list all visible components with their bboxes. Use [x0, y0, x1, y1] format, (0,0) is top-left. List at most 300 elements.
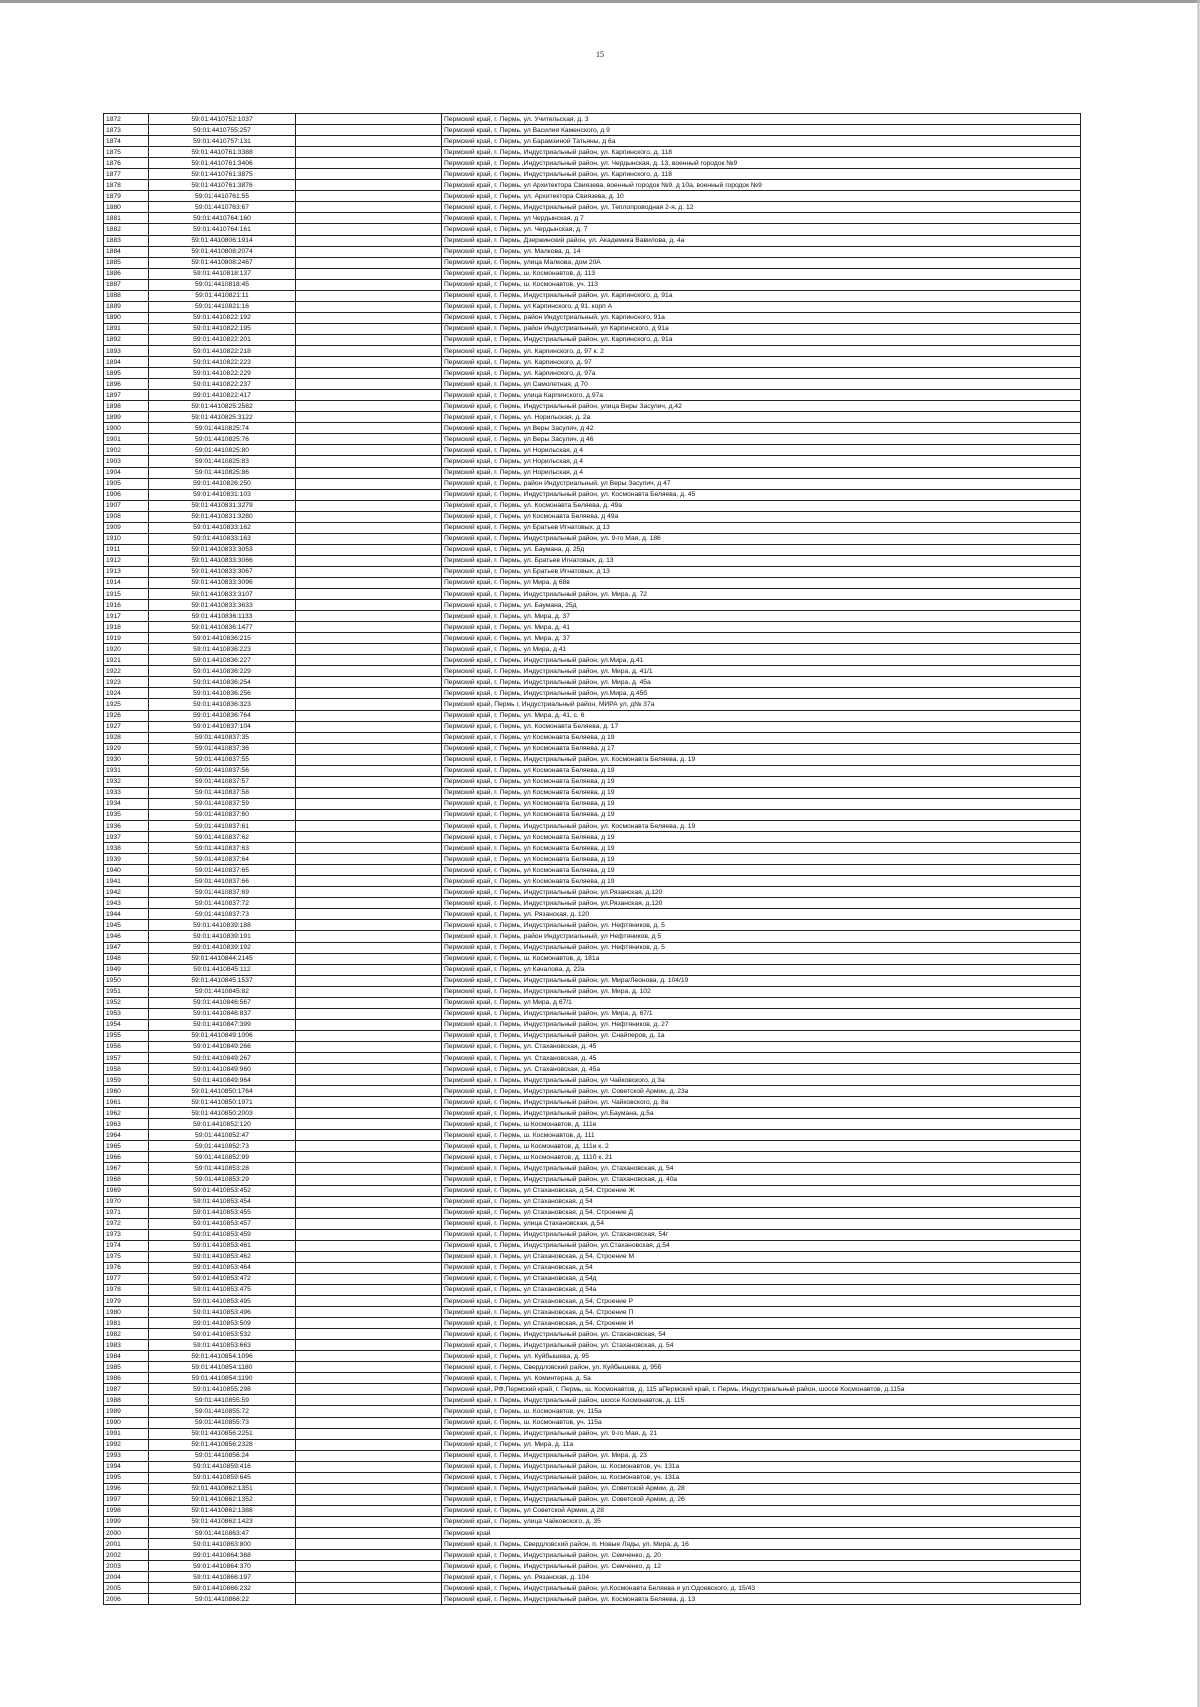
table-row [104, 1384, 1081, 1395]
empty-cell [296, 975, 442, 986]
cadastral-number: 59:01:4410863:800 [149, 1539, 296, 1550]
empty-cell [296, 257, 442, 268]
row-number: 1890 [104, 312, 149, 323]
table-row [104, 456, 1081, 467]
empty-cell [296, 798, 442, 809]
address: Пермский край, г. Пермь, ул Стахановская, д 54, Строение И [442, 1318, 1081, 1329]
table-row [104, 1340, 1081, 1351]
empty-cell [296, 920, 442, 931]
table-row [104, 158, 1081, 169]
row-number: 2005 [104, 1583, 149, 1594]
table-row [104, 401, 1081, 412]
empty-cell [296, 1395, 442, 1406]
cadastral-number: 59:01:4410850:2003 [149, 1108, 296, 1119]
table-row [104, 467, 1081, 478]
cadastral-number: 59:01:4410845:1537 [149, 975, 296, 986]
table-row [104, 1273, 1081, 1284]
row-number: 1939 [104, 854, 149, 865]
empty-cell [296, 832, 442, 843]
address: Пермский край, г. Пермь, ул Стахановская, д 54 [442, 1262, 1081, 1273]
address: Пермский край, г. Пермь, Индустриальный район, ул. Мира/Леонова, д. 104/19 [442, 975, 1081, 986]
cadastral-number: 59:01:4410837:66 [149, 876, 296, 887]
row-number: 1897 [104, 390, 149, 401]
empty-cell [296, 1417, 442, 1428]
table-row [104, 412, 1081, 423]
address: Пермский край, г. Пермь, Индустриальный район, ул. Нефтяников, д. 5 [442, 942, 1081, 953]
empty-cell [296, 1008, 442, 1019]
cadastral-number: 59:01:4410752:1037 [149, 114, 296, 125]
empty-cell [296, 754, 442, 765]
cadastral-number: 59:01:4410853:464 [149, 1262, 296, 1273]
empty-cell [296, 743, 442, 754]
empty-cell [296, 1030, 442, 1041]
address: Пермский край, г. Пермь, улица Стахановская, д.54 [442, 1218, 1081, 1229]
address: Пермский край, г. Пермь, ул Советской Армии, д 28 [442, 1505, 1081, 1516]
row-number: 1873 [104, 125, 149, 136]
address: Пермский край, г. Пермь, Индустриальный район, ш. Космонавтов, уч. 131а [442, 1461, 1081, 1472]
empty-cell [296, 279, 442, 290]
table-row [104, 633, 1081, 644]
address: Пермский край, г. Пермь, Индустриальный район, ул. Семченко, д. 12 [442, 1561, 1081, 1572]
empty-cell [296, 1516, 442, 1527]
table-row [104, 1174, 1081, 1185]
empty-cell [296, 213, 442, 224]
address: Пермский край, г. Пермь, Индустриальный район, ул. Космонавта Беляева, д. 13 [442, 1594, 1081, 1605]
cadastral-number: 59:01:4410825:2582 [149, 401, 296, 412]
cadastral-number: 59:01:4410849:267 [149, 1052, 296, 1063]
row-number: 1888 [104, 290, 149, 301]
empty-cell [296, 1163, 442, 1174]
empty-cell [296, 489, 442, 500]
address: Пермский край, г. Пермь, ул Архитектора Свиязева, военный городок №9, д 10а, военный городок №9 [442, 180, 1081, 191]
cadastral-number: 59:01:4410856:24 [149, 1450, 296, 1461]
address: Пермский край, г. Пермь, Индустриальный район, ул. Стахановская, д. 54 [442, 1163, 1081, 1174]
cadastral-number: 59:01:4410853:462 [149, 1251, 296, 1262]
row-number: 1892 [104, 334, 149, 345]
address: Пермский край, г. Пермь, ул Мира, д 68в [442, 577, 1081, 588]
cadastral-number: 59:01:4410822:223 [149, 357, 296, 368]
row-number: 1961 [104, 1097, 149, 1108]
row-number: 1993 [104, 1450, 149, 1461]
row-number: 1975 [104, 1251, 149, 1262]
table-row [104, 1119, 1081, 1130]
cadastral-number: 59:01:4410822:201 [149, 334, 296, 345]
cadastral-number: 59:01:4410837:61 [149, 821, 296, 832]
address: Пермский край, г. Пермь, ул Космонавта Беляева, д 19 [442, 776, 1081, 787]
cadastral-number: 59:01:4410833:162 [149, 522, 296, 533]
row-number: 1894 [104, 357, 149, 368]
address: Пермский край, г. Пермь, ул. Карпинского, д. 97 к. 2 [442, 345, 1081, 356]
cadastral-number: 59:01:4410822:218 [149, 345, 296, 356]
cadastral-number: 59:01:4410836:764 [149, 710, 296, 721]
cadastral-number: 59:01:4410862:1352 [149, 1494, 296, 1505]
cadastral-number: 59:01:4410825:83 [149, 456, 296, 467]
address: Пермский край, г. Пермь, Индустриальный район, ул. Чайковского, д. 8а [442, 1097, 1081, 1108]
address: Пермский край, г. Пермь, Индустриальный район, ул. Снайперов, д. 1а [442, 1030, 1081, 1041]
table-row [104, 1351, 1081, 1362]
cadastral-number: 59:01:4410855:298 [149, 1384, 296, 1395]
cadastral-number: 59:01:4410853:28 [149, 1163, 296, 1174]
address: Пермский край, г. Пермь, ул. Карпинского, д. 97а [442, 368, 1081, 379]
empty-cell [296, 1041, 442, 1052]
address: Пермский край, г. Пермь, улица Малкова, дом 20А [442, 257, 1081, 268]
empty-cell [296, 1307, 442, 1318]
cadastral-number: 59:01:4410854:1096 [149, 1351, 296, 1362]
empty-cell [296, 301, 442, 312]
empty-cell [296, 1019, 442, 1030]
empty-cell [296, 125, 442, 136]
cadastral-number: 59:01:4410755:257 [149, 125, 296, 136]
table-row [104, 1041, 1081, 1052]
address: Пермский край, г. Пермь, Индустриальный район, ул. Стахановская, д. 40а [442, 1174, 1081, 1185]
empty-cell [296, 1052, 442, 1063]
empty-cell [296, 1064, 442, 1075]
address: Пермский край, г. Пермь, Индустриальный район, ул. Стахановская, д. 54 [442, 1340, 1081, 1351]
table-row [104, 1450, 1081, 1461]
table-row [104, 1064, 1081, 1075]
row-number: 2001 [104, 1539, 149, 1550]
address: Пермский край, г. Пермь, район Индустриальный, ул Карпинского, д 91а [442, 323, 1081, 334]
address: Пермский край, г. Пермь, ул Стахановская, д 54д [442, 1273, 1081, 1284]
row-number: 1925 [104, 699, 149, 710]
cadastral-number: 59:01:4410849:964 [149, 1075, 296, 1086]
address: Пермский край, г. Пермь, Индустриальный район, ул Чайковского, д 3а [442, 1075, 1081, 1086]
address: Пермский край, г. Пермь, Индустриальный район, ул.Мира, д.41 [442, 655, 1081, 666]
row-number: 1981 [104, 1318, 149, 1329]
row-number: 1974 [104, 1240, 149, 1251]
row-number: 1918 [104, 622, 149, 633]
table-row [104, 1472, 1081, 1483]
cadastral-number: 59:01:4410837:104 [149, 721, 296, 732]
empty-cell [296, 1539, 442, 1550]
cadastral-number: 59:01:4410859:416 [149, 1461, 296, 1472]
address: Пермский край, г. Пермь, ш Космонавтов, д. 111и к. 2 [442, 1141, 1081, 1152]
row-number: 1987 [104, 1384, 149, 1395]
cadastral-number: 59:01:4410850:1971 [149, 1097, 296, 1108]
table-row [104, 798, 1081, 809]
address: Пермский край, г. Пермь, ул. Куйбышева, д. 95 [442, 1351, 1081, 1362]
table-row [104, 533, 1081, 544]
row-number: 1933 [104, 787, 149, 798]
empty-cell [296, 1296, 442, 1307]
empty-cell [296, 765, 442, 776]
address: Пермский край, г. Пермь, ул Веры Засулич, д 46 [442, 434, 1081, 445]
empty-cell [296, 500, 442, 511]
row-number: 1919 [104, 633, 149, 644]
address: Пермский край, г. Пермь, Индустриальный район, ул. Теплопроводная 2-я, д. 12 [442, 202, 1081, 213]
cadastral-number: 59:01:4410825:86 [149, 467, 296, 478]
row-number: 1909 [104, 522, 149, 533]
cadastral-number: 59:01:4410818:137 [149, 268, 296, 279]
table-row [104, 622, 1081, 633]
row-number: 1964 [104, 1130, 149, 1141]
table-row [104, 136, 1081, 147]
table-row [104, 743, 1081, 754]
row-number: 1879 [104, 191, 149, 202]
table-row [104, 522, 1081, 533]
cadastral-number: 59:01:4410850:1764 [149, 1086, 296, 1097]
table-row [104, 1417, 1081, 1428]
row-number: 1903 [104, 456, 149, 467]
row-number: 1895 [104, 368, 149, 379]
table-row [104, 821, 1081, 832]
address: Пермский край, г. Пермь, ул. Стахановская, д. 45 [442, 1041, 1081, 1052]
cadastral-number: 59:01:4410833:163 [149, 533, 296, 544]
row-number: 1880 [104, 202, 149, 213]
cadastral-number: 59:01:4410846:567 [149, 997, 296, 1008]
empty-cell [296, 577, 442, 588]
row-number: 1884 [104, 246, 149, 257]
cadastral-number: 59:01:4410822:229 [149, 368, 296, 379]
cadastral-number: 59:01:4410825:80 [149, 445, 296, 456]
address: Пермский край, г. Пермь, ул Стахановская, д 54 [442, 1196, 1081, 1207]
cadastral-number: 59:01:4410853:29 [149, 1174, 296, 1185]
empty-cell [296, 953, 442, 964]
cadastral-number: 59:01:4410837:72 [149, 898, 296, 909]
empty-cell [296, 1185, 442, 1196]
address: Пермский край, г. Пермь, ул Стахановская, д 54, Строение Ж [442, 1185, 1081, 1196]
row-number: 1924 [104, 688, 149, 699]
table-row [104, 1329, 1081, 1340]
table-row [104, 655, 1081, 666]
empty-cell [296, 158, 442, 169]
table-row [104, 1572, 1081, 1583]
row-number: 1935 [104, 809, 149, 820]
empty-cell [296, 1119, 442, 1130]
row-number: 1875 [104, 147, 149, 158]
address: Пермский край, г. Пермь, Дзержинский район, ул. Академика Вавилова, д. 4а [442, 235, 1081, 246]
address: Пермский край, РФ,Пермский край, г. Пермь, ш. Космонавтов, д. 115 аПермский край, г. Пермь, Индустриальный район, шоссе Космонавтов, д.115а [442, 1384, 1081, 1395]
row-number: 1912 [104, 555, 149, 566]
cadastral-number: 59:01:4410853:475 [149, 1284, 296, 1295]
empty-cell [296, 854, 442, 865]
empty-cell [296, 1594, 442, 1605]
empty-cell [296, 1340, 442, 1351]
cadastral-number: 59:01:4410849:266 [149, 1041, 296, 1052]
address: Пермский край, г. Пермь, Индустриальный район, ул. Космонавта Беляева, д. 19 [442, 754, 1081, 765]
row-number: 1898 [104, 401, 149, 412]
empty-cell [296, 1240, 442, 1251]
empty-cell [296, 379, 442, 390]
address: Пермский край, г. Пермь, Свердловский район, ул. Куйбышева, д. 95б [442, 1362, 1081, 1373]
table-row [104, 644, 1081, 655]
table-row [104, 931, 1081, 942]
row-number: 1958 [104, 1064, 149, 1075]
row-number: 1914 [104, 577, 149, 588]
table-row [104, 312, 1081, 323]
table-row [104, 500, 1081, 511]
empty-cell [296, 1550, 442, 1561]
cadastral-number: 59:01:4410836:323 [149, 699, 296, 710]
registry-table [103, 113, 1081, 1605]
cadastral-number: 59:01:4410846:837 [149, 1008, 296, 1019]
cadastral-number: 59:01:4410822:237 [149, 379, 296, 390]
empty-cell [296, 511, 442, 522]
address: Пермский край, г. Пермь, ул Космонавта Беляева, д 19 [442, 865, 1081, 876]
row-number: 1943 [104, 898, 149, 909]
address: Пермский край, г. Пермь, ул Космонавта Беляева, д 19 [442, 732, 1081, 743]
cadastral-number: 59:01:4410852:73 [149, 1141, 296, 1152]
row-number: 1945 [104, 920, 149, 931]
empty-cell [296, 434, 442, 445]
table-row [104, 1318, 1081, 1329]
row-number: 1994 [104, 1461, 149, 1472]
cadastral-number: 59:01:4410837:73 [149, 909, 296, 920]
address: Пермский край, г. Пермь, ул. Рязанская, д. 104 [442, 1572, 1081, 1583]
table-row [104, 688, 1081, 699]
row-number: 1990 [104, 1417, 149, 1428]
table-row [104, 1163, 1081, 1174]
empty-cell [296, 655, 442, 666]
row-number: 1951 [104, 986, 149, 997]
empty-cell [296, 1196, 442, 1207]
address: Пермский край, г. Пермь, ул Норильская, д 4 [442, 445, 1081, 456]
table-row [104, 1218, 1081, 1229]
table-row [104, 279, 1081, 290]
table-row [104, 953, 1081, 964]
row-number: 1940 [104, 865, 149, 876]
address: Пермский край, г. Пермь, ул. Мира, д. 11а [442, 1439, 1081, 1450]
table-row [104, 677, 1081, 688]
table-row [104, 1030, 1081, 1041]
address: Пермский край [442, 1528, 1081, 1539]
cadastral-number: 59:01:4410837:35 [149, 732, 296, 743]
address: Пермский край, г. Пермь, Индустриальный район, ул. Стахановская, 54 [442, 1329, 1081, 1340]
empty-cell [296, 180, 442, 191]
cadastral-number: 59:01:4410853:472 [149, 1273, 296, 1284]
cadastral-number: 59:01:4410852:120 [149, 1119, 296, 1130]
cadastral-number: 59:01:4410825:3122 [149, 412, 296, 423]
cadastral-number: 59:01:4410839:191 [149, 931, 296, 942]
address: Пермский край, г. Пермь, ул. Рязанская, д. 120 [442, 909, 1081, 920]
table-row [104, 345, 1081, 356]
empty-cell [296, 136, 442, 147]
address: Пермский край, г. Пермь, улица Чайковского, д. 35 [442, 1516, 1081, 1527]
table-row [104, 1284, 1081, 1295]
row-number: 1988 [104, 1395, 149, 1406]
cadastral-number: 59:01:4410761:3406 [149, 158, 296, 169]
address: Пермский край, Пермь г, Индустриальный район, МИРА ул, д№ 37а [442, 699, 1081, 710]
empty-cell [296, 456, 442, 467]
cadastral-number: 59:01:4410853:452 [149, 1185, 296, 1196]
address: Пермский край, г. Пермь, ул. Стахановская, д. 45а [442, 1064, 1081, 1075]
empty-cell [296, 1439, 442, 1450]
row-number: 2000 [104, 1528, 149, 1539]
cadastral-number: 59:01:4410836:1133 [149, 611, 296, 622]
address: Пермский край, г. Пермь, ул. Карпинского, д. 97 [442, 357, 1081, 368]
cadastral-number: 59:01:4410833:3633 [149, 600, 296, 611]
table-row [104, 1494, 1081, 1505]
table-row [104, 1086, 1081, 1097]
address: Пермский край, г. Пермь, ул Чердынская, д 7 [442, 213, 1081, 224]
table-row [104, 765, 1081, 776]
empty-cell [296, 1528, 442, 1539]
table-row [104, 1251, 1081, 1262]
empty-cell [296, 1329, 442, 1340]
empty-cell [296, 169, 442, 180]
table-row [104, 1075, 1081, 1086]
row-number: 1983 [104, 1340, 149, 1351]
table-row [104, 699, 1081, 710]
empty-cell [296, 1461, 442, 1472]
address: Пермский край, г. Пермь, Индустриальный район, ш. Космонавтов, уч. 131а [442, 1472, 1081, 1483]
empty-cell [296, 1384, 442, 1395]
address: Пермский край, г. Пермь, ул. Коминтерна, д. 5а [442, 1373, 1081, 1384]
cadastral-number: 59:01:4410853:455 [149, 1207, 296, 1218]
cadastral-number: 59:01:4410859:645 [149, 1472, 296, 1483]
empty-cell [296, 1583, 442, 1594]
row-number: 1986 [104, 1373, 149, 1384]
table-row [104, 423, 1081, 434]
address: Пермский край, г. Пермь, ул Норильская, д 4 [442, 456, 1081, 467]
address: Пермский край, г. Пермь, Индустриальный район, ул. Мира, д. 102 [442, 986, 1081, 997]
table-row [104, 1439, 1081, 1450]
row-number: 1952 [104, 997, 149, 1008]
address: Пермский край, г. Пермь, ул Стахановская, д 54, Строение П [442, 1307, 1081, 1318]
cadastral-number: 59:01:4410853:532 [149, 1329, 296, 1340]
empty-cell [296, 312, 442, 323]
empty-cell [296, 445, 442, 456]
row-number: 1913 [104, 566, 149, 577]
empty-cell [296, 368, 442, 379]
cadastral-number: 59:01:4410837:65 [149, 865, 296, 876]
address: Пермский край, г. Пермь, Индустриальный район, ул. Мира, д. 41/1 [442, 666, 1081, 677]
cadastral-number: 59:01:4410836:227 [149, 655, 296, 666]
row-number: 1967 [104, 1163, 149, 1174]
address: Пермский край, г. Пермь, ул Стахановская, д 54, Строение М [442, 1251, 1081, 1262]
row-number: 1991 [104, 1428, 149, 1439]
empty-cell [296, 522, 442, 533]
row-number: 1946 [104, 931, 149, 942]
empty-cell [296, 1505, 442, 1516]
address: Пермский край, г. Пермь, Индустриальный район, ул. Советской Армии, д. 28 [442, 1483, 1081, 1494]
address: Пермский край, г. Пермь, ул. Братьев Игнатовых, д. 13 [442, 555, 1081, 566]
empty-cell [296, 1130, 442, 1141]
address: Пермский край, г. Пермь, Индустриальный район, ул.Рязанская, д.120 [442, 898, 1081, 909]
cadastral-number: 59:01:4410853:663 [149, 1340, 296, 1351]
empty-cell [296, 390, 442, 401]
cadastral-number: 59:01:4410808:2467 [149, 257, 296, 268]
address: Пермский край, г. Пермь, ул. Малкова, д. 14 [442, 246, 1081, 257]
address: Пермский край, г. Пермь, ул Стахановская, д 54а [442, 1284, 1081, 1295]
address: Пермский край, г. Пермь, Индустриальный район, ул. Карпинского, д. 118 [442, 147, 1081, 158]
empty-cell [296, 1218, 442, 1229]
empty-cell [296, 898, 442, 909]
row-number: 1995 [104, 1472, 149, 1483]
address: Пермский край, г. Пермь, Индустриальный район, ул. Карпинского, д. 91а [442, 290, 1081, 301]
cadastral-number: 59:01:4410844:2145 [149, 953, 296, 964]
address: Пермский край, г. Пермь, ш. Космонавтов, д. 113 [442, 268, 1081, 279]
row-number: 1957 [104, 1052, 149, 1063]
address: Пермский край, г. Пермь, Индустриальный район, ул. Советской Армии, д. 23а [442, 1086, 1081, 1097]
empty-cell [296, 622, 442, 633]
cadastral-number: 59:01:4410866:197 [149, 1572, 296, 1583]
table-row [104, 1428, 1081, 1439]
page-number: 15 [596, 50, 604, 59]
cadastral-number: 59:01:4410845:112 [149, 964, 296, 975]
address: Пермский край, г. Пермь, ул Братьев Игнатовых, д 13 [442, 566, 1081, 577]
row-number: 1886 [104, 268, 149, 279]
row-number: 1959 [104, 1075, 149, 1086]
table-row [104, 920, 1081, 931]
row-number: 1931 [104, 765, 149, 776]
table-row [104, 1262, 1081, 1273]
address: Пермский край, г. Пермь, ул Самолетная, д 70 [442, 379, 1081, 390]
table-row [104, 1528, 1081, 1539]
cadastral-number: 59:01:4410837:56 [149, 765, 296, 776]
row-number: 1881 [104, 213, 149, 224]
address: Пермский край, г. Пермь, ул Качалова, д. 22а [442, 964, 1081, 975]
